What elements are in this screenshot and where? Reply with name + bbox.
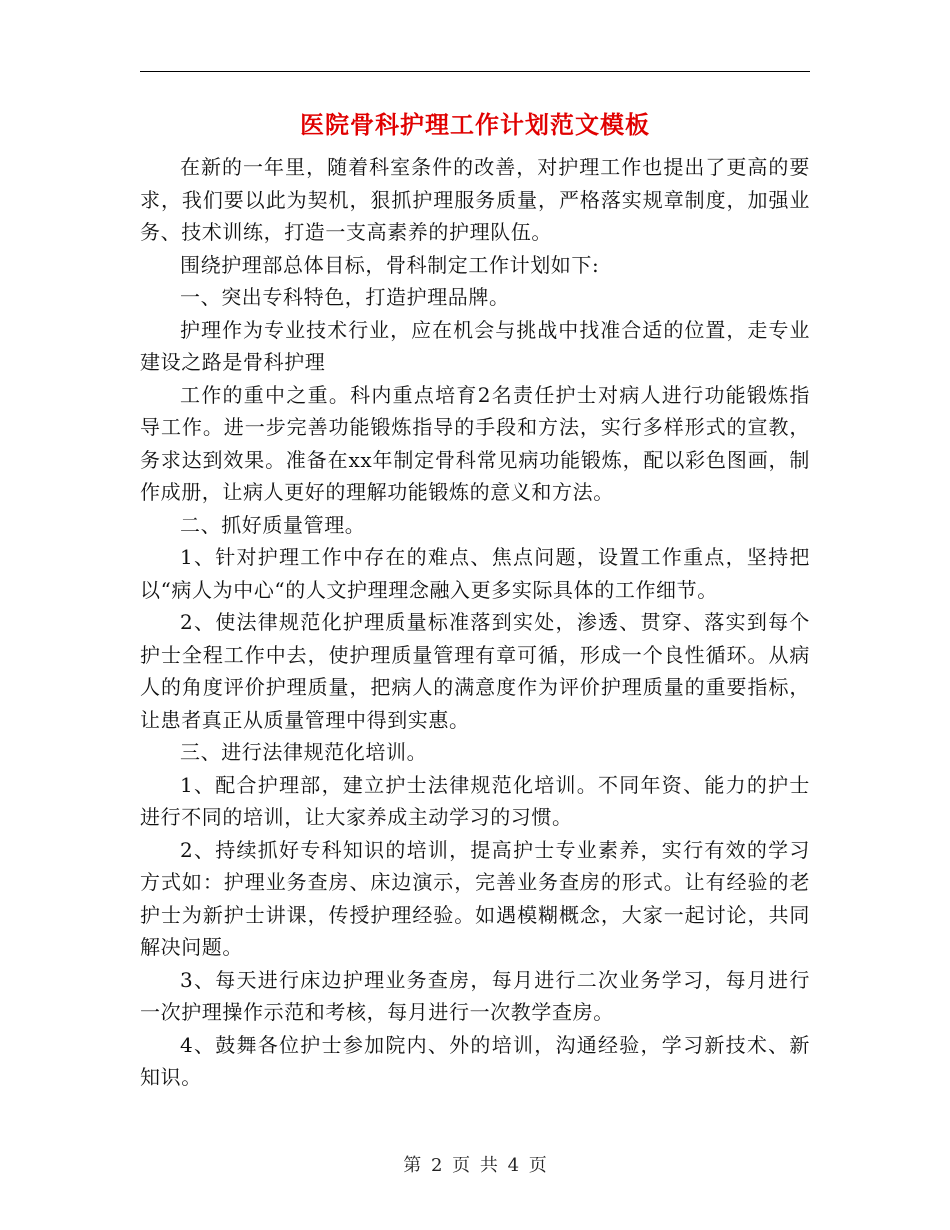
document-body <box>140 151 810 1094</box>
list-item: 2、持续抓好专科知识的培训，提高护士专业素养，实行有效的学习方式如：护理业务查房、床边演示，完善业务查房的形式。让有经验的老护士为新护士讲课，传授护理经验。如遇模糊概念，大家一起讨论，共同解决问题。 <box>140 837 810 959</box>
paragraph-goal: 围绕护理部总体目标，骨科制定工作计划如下: <box>180 252 600 277</box>
paragraph: 工作的重中之重。科内重点培育2名责任护士对病人进行功能锻炼指导工作。进一步完善功能锻炼指导的手段和方法，实行多样形式的宣教，务求达到效果。准备在xx年制定骨科常见病功能锻炼，配以彩色图画，制作成册，让病人更好的理解功能锻炼的意义和方法。 <box>140 382 810 504</box>
document-title: 医院骨科护理工作计划范文模板 <box>300 110 650 139</box>
list-item: 2、使法律规范化护理质量标准落到实处，渗透、贯穿、落实到每个护士全程工作中去，使护理质量管理有章可循，形成一个良性循环。从病人的角度评价护理质量，把病人的满意度作为评价护理质量的重要指标，让患者真正从质量管理中得到实惠。 <box>140 610 810 732</box>
section-heading-2: 二、抓好质量管理。 <box>180 512 366 537</box>
list-item: 3、每天进行床边护理业务查房，每月进行二次业务学习，每月进行一次护理操作示范和考核，每月进行一次教学查房。 <box>140 967 810 1024</box>
header-rule <box>140 71 810 72</box>
paragraph-intro: 在新的一年里，随着科室条件的改善，对护理工作也提出了更高的要求，我们要以此为契机，狠抓护理服务质量，严格落实规章制度，加强业务、技术训练，打造一支高素养的护理队伍。 <box>140 155 810 244</box>
section-heading-3: 三、进行法律规范化培训。 <box>180 740 428 764</box>
section-heading-1: 一、突出专科特色，打造护理品牌。 <box>180 285 510 309</box>
list-item: 1、配合护理部，建立护士法律规范化培训。不同年资、能力的护士进行不同的培训，让大家养成主动学习的习惯。 <box>140 772 810 829</box>
paragraph: 护理作为专业技术行业，应在机会与挑战中找准合适的位置，走专业建设之路是骨科护理 <box>140 317 810 374</box>
list-item: 4、鼓舞各位护士参加院内、外的培训，沟通经验，学习新技术、新知识。 <box>140 1032 810 1089</box>
list-item: 1、针对护理工作中存在的难点、焦点问题，设置工作重点，坚持把以“病人为中心“的人文护理理念融入更多实际具体的工作细节。 <box>140 545 810 602</box>
page-number: 第 2 页 共 4 页 <box>403 1155 547 1176</box>
